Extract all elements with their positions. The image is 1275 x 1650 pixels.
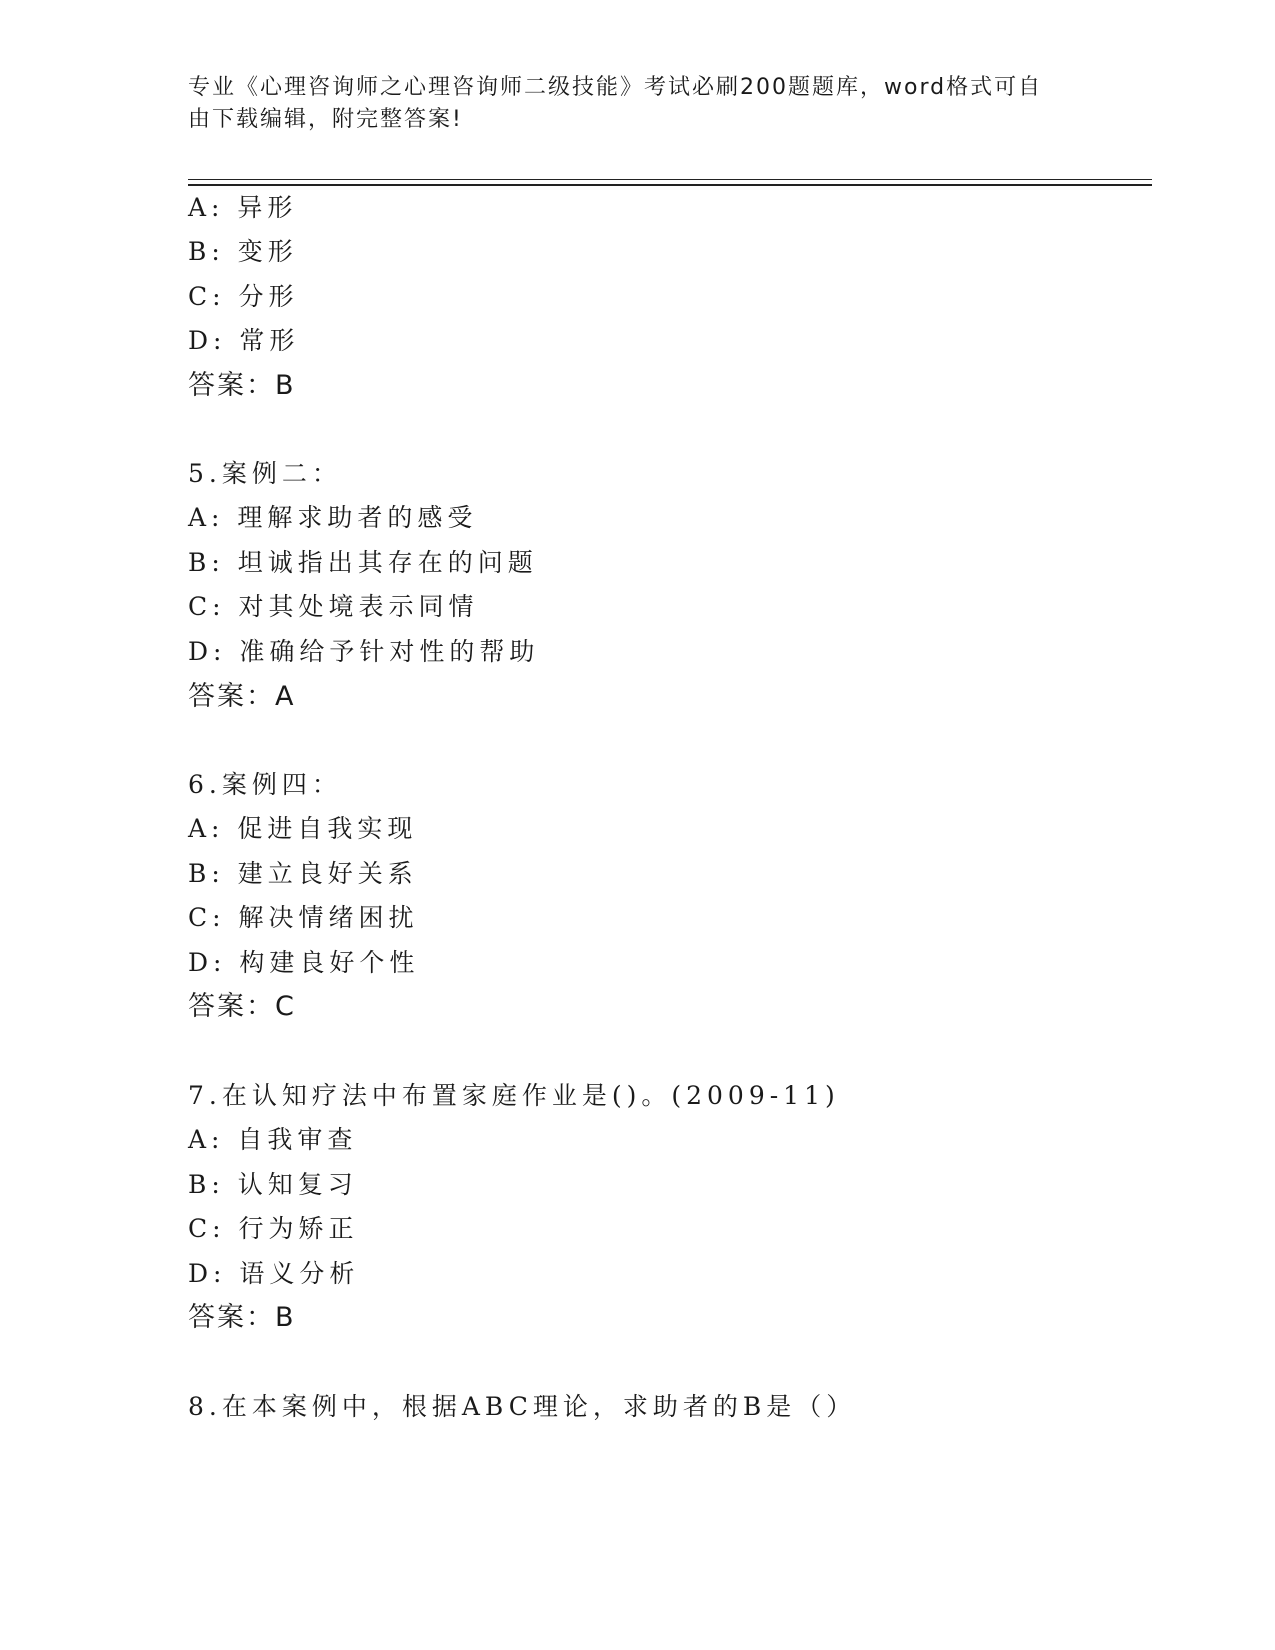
header-line-2: 由下载编辑，附完整答案! — [188, 107, 463, 132]
q5-answer: 答案：A — [188, 681, 296, 712]
q6-option-a: A: 促进自我实现 — [188, 814, 418, 843]
q7-option-d: D: 语义分析 — [188, 1259, 360, 1288]
q6-title: 6.案例四： — [188, 770, 342, 799]
q5-option-a: A: 理解求助者的感受 — [188, 503, 478, 532]
q7-option-a: A: 自我审查 — [188, 1125, 358, 1154]
q4-option-c: C: 分形 — [188, 282, 299, 311]
q6-answer: 答案：C — [188, 991, 296, 1022]
q7-option-b: B: 认知复习 — [188, 1170, 358, 1199]
q5-title: 5.案例二： — [188, 459, 342, 488]
q6-option-c: C: 解决情绪困扰 — [188, 903, 419, 932]
q4-answer: 答案：B — [188, 370, 296, 401]
q7-answer: 答案：B — [188, 1302, 296, 1333]
q5-option-c: C: 对其处境表示同情 — [188, 592, 479, 621]
header-divider-thin — [188, 179, 1152, 180]
q7-title: 7.在认知疗法中布置家庭作业是()。(2009-11) — [188, 1081, 840, 1110]
q8-title: 8.在本案例中，根据ABC理论，求助者的B是（） — [188, 1392, 857, 1421]
q5-option-b: B: 坦诚指出其存在的问题 — [188, 548, 538, 577]
header-divider-thick — [188, 184, 1152, 186]
q6-option-b: B: 建立良好关系 — [188, 859, 418, 888]
q7-option-c: C: 行为矫正 — [188, 1214, 359, 1243]
q5-option-d: D: 准确给予针对性的帮助 — [188, 637, 540, 666]
q4-option-d: D: 常形 — [188, 326, 300, 355]
q4-option-b: B: 变形 — [188, 237, 298, 266]
header-line-1: 专业《心理咨询师之心理咨询师二级技能》考试必刷200题题库，word格式可自 — [188, 75, 1043, 100]
document-header — [188, 72, 1068, 136]
q6-option-d: D: 构建良好个性 — [188, 948, 420, 977]
q4-option-a: A: 异形 — [188, 193, 298, 222]
